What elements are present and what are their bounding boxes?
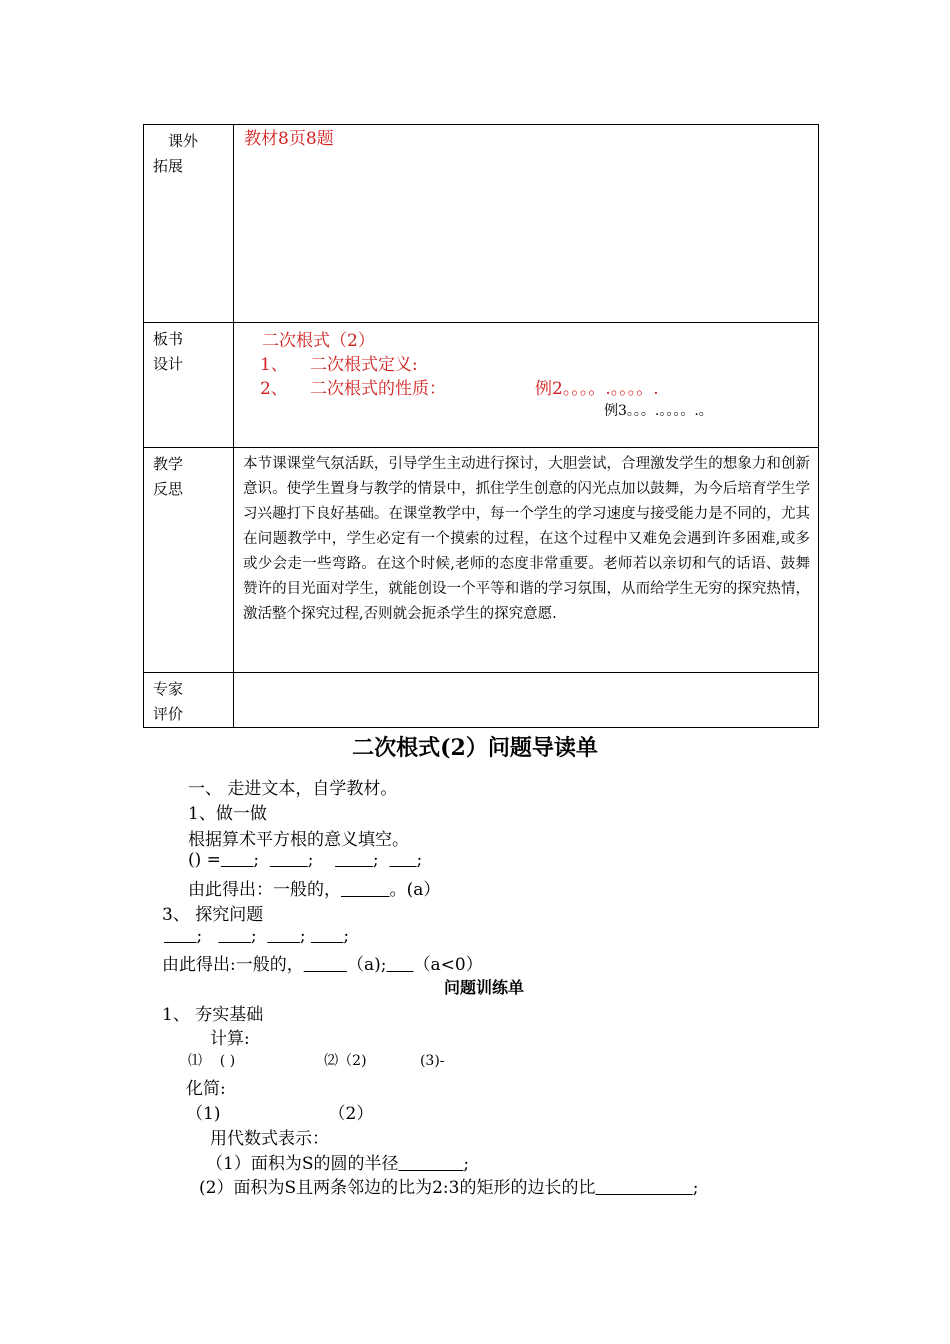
training-question1: （1）面积为S的圆的半径 ; [206,1154,470,1174]
training-simplify-items: （1) （2） [186,1104,374,1124]
answer-blank[interactable] [595,1178,692,1198]
training-calc-label: 计算: [210,1029,250,1049]
answer-blank[interactable] [304,955,347,975]
guide-fill-line2: ; ; ; ; [164,926,349,946]
extension-text: 教材8页8题 [244,129,334,149]
answer-blank[interactable] [218,926,250,946]
lesson-plan-table [143,124,819,728]
guide-conclusion2: 由此得出:一般的， （a); （a<0） [162,955,483,975]
board-item2-text: 二次根式的性质： [310,379,446,399]
row-label: 专家 评价 [144,673,234,728]
answer-blank[interactable] [398,1154,463,1174]
answer-blank[interactable] [164,926,196,946]
guide-title: 二次根式(2）问题导读单 [352,735,598,761]
guide-section1: 一、 走进文本，自学教材。 [188,779,398,799]
guide-section3: 3、 探究问题 [162,905,264,925]
board-example2: 例2。。。。.。。。。. [535,379,659,399]
guide-conclusion1: 由此得出：一般的， 。(a） [188,880,441,900]
row-label: 教学 反思 [144,448,234,673]
training-calc-items: ⑴ ( ) ⑵（2) (3)- [188,1053,445,1069]
guide-instruction: 根据算术平方根的意义填空。 [188,830,409,850]
board-title: 二次根式（2） [262,331,375,351]
answer-blank[interactable] [221,850,253,870]
training-algebra-label: 用代数式表示： [210,1129,329,1149]
guide-do-it: 1、做一做 [188,804,267,824]
row-label: 课外 拓展 [144,125,234,323]
answer-blank[interactable] [335,850,373,870]
answer-blank[interactable] [267,926,299,946]
extension-cell [234,125,819,323]
training-simplify-label: 化简: [186,1079,226,1099]
board-item1-text: 二次根式定义: [310,355,418,375]
board-item2-num: 2、 [260,379,288,399]
answer-blank[interactable] [311,926,343,946]
training-section1: 1、 夯实基础 [162,1005,264,1025]
row-label: 板书 设计 [144,323,234,448]
table-row [144,323,819,448]
board-design-cell [234,323,819,448]
answer-blank[interactable] [389,850,416,870]
training-question2: (2）面积为S且两条邻边的比为2:3的矩形的边长的比 ; [199,1178,699,1198]
guide-fill-line1: () = ; ; ; ; [188,850,423,870]
table-row [144,125,819,323]
table-row [144,448,819,673]
answer-blank[interactable] [386,955,413,975]
reflection-text: 本节课课堂气氛活跃，引导学生主动进行探讨，大胆尝试，合理激发学生的想象力和创新意识。使学生置身与教学的情景中，抓住学生创意的闪光点加以鼓舞，为今后培育学生学习兴趣打下良好基础。在课堂教学中，每一个学生的学习速度与接受能力是不同的，尤其在问题教学中，学生必定有一个摸索的过程，在这个过程中又难免会遇到许多困难,或多或少会走一些弯路。在这个时候,老师的态度非常重要。老师若以亲切和气的话语、鼓舞赞许的目光面对学生，就能创设一个平等和谐的学习氛围，从而给学生无穷的探究热情，激活整个探究过程,否则就会扼杀学生的探究意愿. [234,448,819,673]
answer-blank[interactable] [341,880,390,900]
board-item1-num: 1、 [260,355,288,375]
answer-blank[interactable] [270,850,308,870]
board-example3: 例3。。。.。。。。.。 [604,403,713,419]
training-title: 问题训练单 [443,978,524,997]
table-row [144,673,819,728]
expert-review-cell [234,673,819,728]
